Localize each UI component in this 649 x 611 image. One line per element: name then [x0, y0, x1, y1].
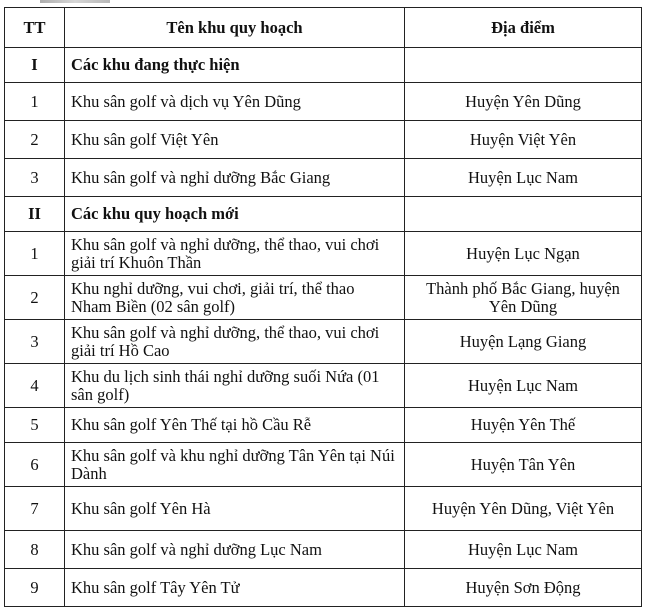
zone-name: Khu sân golf Yên Thế tại hồ Cầu Rễ	[65, 408, 405, 443]
zone-location: Huyện Tân Yên	[405, 443, 642, 487]
row-number: 6	[5, 443, 65, 487]
section-numeral: I	[5, 48, 65, 83]
table-row	[5, 487, 642, 531]
table-row	[5, 276, 642, 320]
zone-location: Huyện Lục Ngạn	[405, 232, 642, 276]
zone-location: Huyện Lục Nam	[405, 531, 642, 569]
section-numeral: II	[5, 197, 65, 232]
section-empty-cell	[405, 197, 642, 232]
zone-name: Khu du lịch sinh thái nghỉ dưỡng suối Nứa (01 sân golf)	[65, 364, 405, 408]
table-row	[5, 364, 642, 408]
zone-location: Huyện Việt Yên	[405, 121, 642, 159]
row-number: 3	[5, 320, 65, 364]
zone-name: Khu sân golf và nghỉ dưỡng Lục Nam	[65, 531, 405, 569]
header-tt: TT	[5, 8, 65, 48]
table-row	[5, 320, 642, 364]
row-number: 2	[5, 276, 65, 320]
scan-artifact	[40, 0, 110, 3]
zone-name: Khu sân golf và nghỉ dưỡng Bắc Giang	[65, 159, 405, 197]
golf-zone-planning-table	[4, 7, 642, 607]
header-row	[5, 8, 642, 48]
table-row	[5, 159, 642, 197]
zone-name: Khu sân golf và nghỉ dưỡng, thể thao, vui chơi giải trí Hồ Cao	[65, 320, 405, 364]
zone-location: Huyện Sơn Động	[405, 569, 642, 607]
row-number: 5	[5, 408, 65, 443]
zone-location: Huyện Yên Thế	[405, 408, 642, 443]
zone-name: Khu sân golf và khu nghỉ dưỡng Tân Yên tại Núi Dành	[65, 443, 405, 487]
zone-name: Khu sân golf Yên Hà	[65, 487, 405, 531]
row-number: 3	[5, 159, 65, 197]
table-row	[5, 443, 642, 487]
zone-location: Huyện Lục Nam	[405, 159, 642, 197]
zone-name: Khu sân golf và dịch vụ Yên Dũng	[65, 83, 405, 121]
table-row	[5, 83, 642, 121]
zone-location: Huyện Lạng Giang	[405, 320, 642, 364]
zone-name: Khu nghỉ dưỡng, vui chơi, giải trí, thể thao Nham Biền (02 sân golf)	[65, 276, 405, 320]
row-number: 9	[5, 569, 65, 607]
table-row	[5, 569, 642, 607]
section-empty-cell	[405, 48, 642, 83]
row-number: 1	[5, 232, 65, 276]
zone-location: Huyện Lục Nam	[405, 364, 642, 408]
zone-name: Khu sân golf Việt Yên	[65, 121, 405, 159]
table-row	[5, 408, 642, 443]
zone-name: Khu sân golf Tây Yên Tử	[65, 569, 405, 607]
row-number: 8	[5, 531, 65, 569]
section-title: Các khu đang thực hiện	[65, 48, 405, 83]
header-name: Tên khu quy hoạch	[65, 8, 405, 48]
zone-name: Khu sân golf và nghỉ dưỡng, thể thao, vui chơi giải trí Khuôn Thần	[65, 232, 405, 276]
section-row-new-planning	[5, 197, 642, 232]
row-number: 1	[5, 83, 65, 121]
zone-location: Huyện Yên Dũng, Việt Yên	[405, 487, 642, 531]
row-number: 7	[5, 487, 65, 531]
header-location: Địa điểm	[405, 8, 642, 48]
zone-location: Thành phố Bắc Giang, huyện Yên Dũng	[405, 276, 642, 320]
table-row	[5, 531, 642, 569]
section-title: Các khu quy hoạch mới	[65, 197, 405, 232]
zone-location: Huyện Yên Dũng	[405, 83, 642, 121]
section-row-in-progress	[5, 48, 642, 83]
row-number: 2	[5, 121, 65, 159]
row-number: 4	[5, 364, 65, 408]
table-row	[5, 232, 642, 276]
table-row	[5, 121, 642, 159]
